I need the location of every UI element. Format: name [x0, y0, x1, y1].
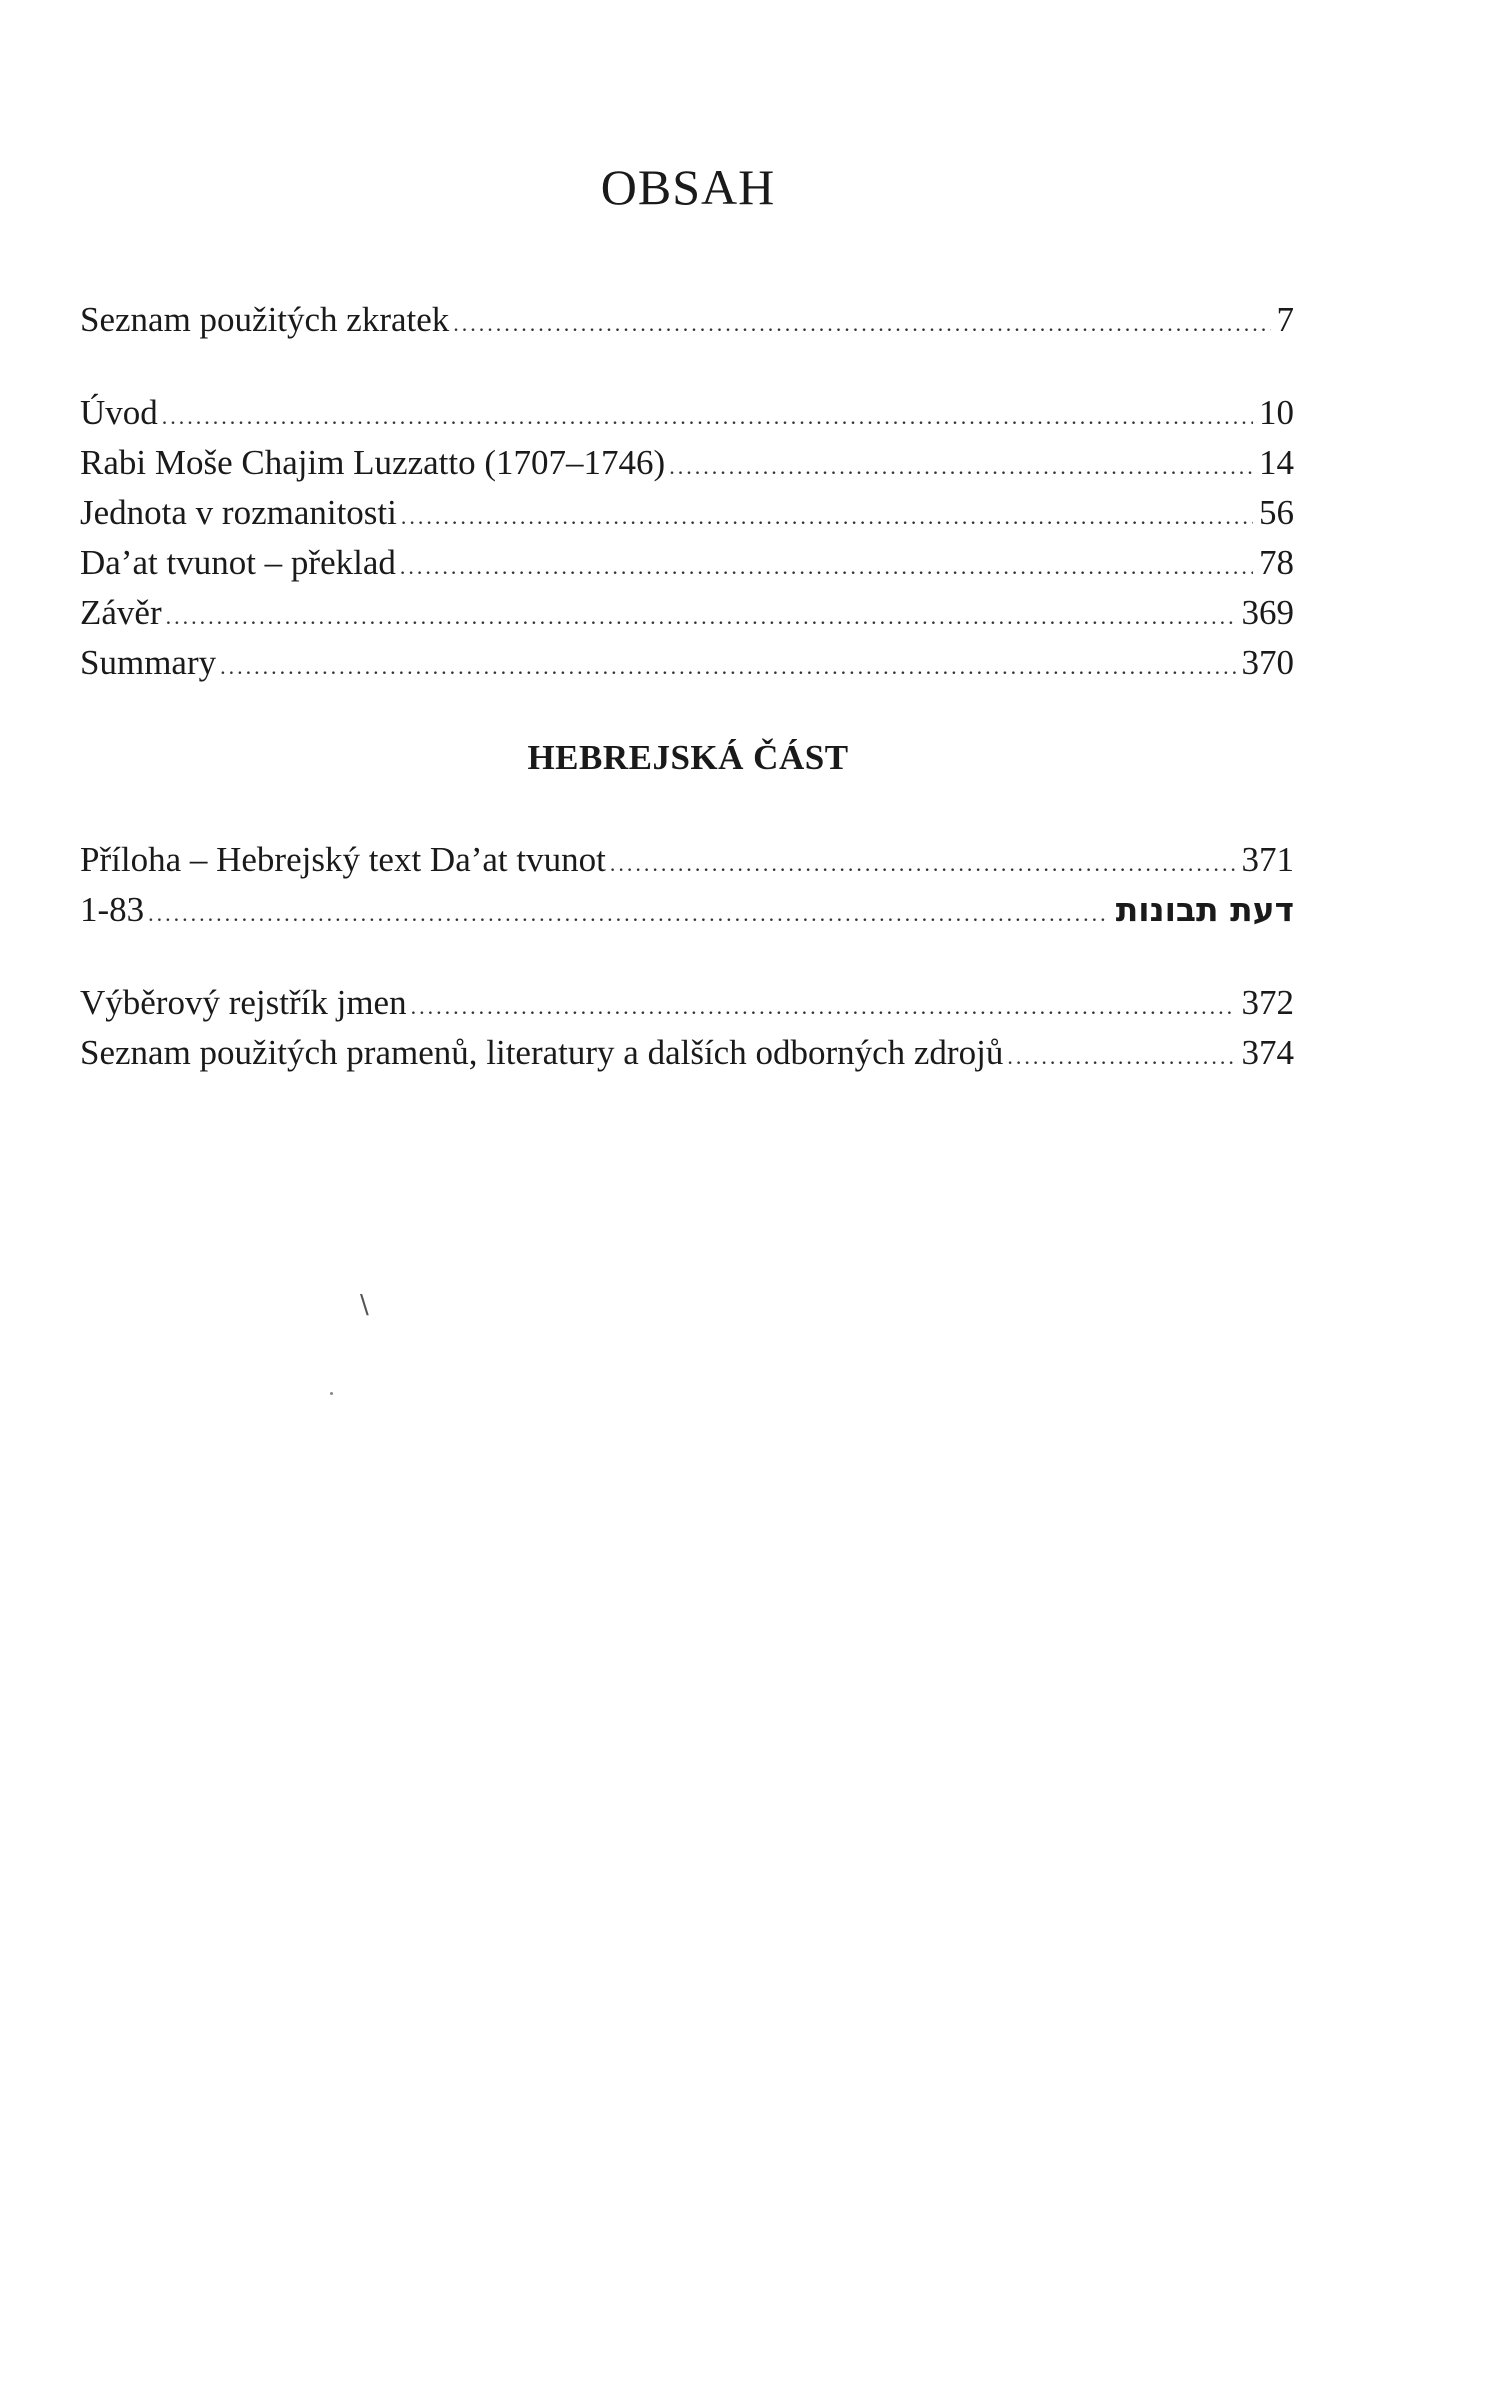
toc-entry-page: 374 — [1241, 1033, 1294, 1072]
toc-leader-dots — [610, 839, 1236, 889]
toc-entry — [80, 388, 1294, 438]
toc-leader-dots — [220, 642, 1235, 692]
toc-entry-label: Výběrový rejstřík jmen — [80, 983, 407, 1022]
toc-entry-label: Da’at tvunot – překlad — [80, 543, 396, 582]
toc-entry-label: Seznam použitých zkratek — [80, 300, 450, 339]
toc-entry — [80, 438, 1294, 488]
toc-leader-dots — [166, 592, 1236, 642]
toc-entry — [80, 638, 1294, 688]
toc-leader-dots — [148, 889, 1110, 939]
toc-entry — [80, 1028, 1294, 1078]
toc-group-main — [80, 388, 1294, 688]
toc-leader-dots — [401, 492, 1253, 542]
toc-entry-label: Závěr — [80, 593, 162, 632]
toc-entry-page: 10 — [1259, 393, 1294, 432]
toc-group-appendix — [80, 978, 1294, 1078]
toc-entry — [80, 588, 1294, 638]
toc-leader-dots — [1007, 1032, 1235, 1082]
toc-entry-label: 1-83 — [80, 890, 145, 929]
toc-entry — [80, 978, 1294, 1028]
toc-entry-page: 370 — [1241, 643, 1294, 682]
toc-entry-label: Summary — [80, 643, 217, 682]
toc-entry-page: 56 — [1259, 493, 1294, 532]
toc-entry-label: Jednota v rozmanitosti — [80, 493, 397, 532]
toc-group-abbreviations — [80, 295, 1294, 345]
toc-entry — [80, 885, 1294, 935]
section-heading-hebrew-part: HEBREJSKÁ ČÁST — [527, 738, 849, 777]
toc-entry — [80, 835, 1294, 885]
toc-leader-dots — [162, 392, 1253, 442]
toc-entry-page: 7 — [1276, 300, 1294, 339]
toc-entry-label: Rabi Moše Chajim Luzzatto (1707–1746) — [80, 443, 666, 482]
toc-entry — [80, 538, 1294, 588]
stray-dot — [330, 1392, 333, 1395]
toc-entry-label: Příloha – Hebrejský text Da’at tvunot — [80, 840, 606, 879]
toc-leader-dots — [411, 982, 1236, 1032]
toc-entry-page: 371 — [1241, 840, 1294, 879]
stray-mark: \ — [360, 1290, 369, 1320]
toc-entry-page: דעת תבונות — [1115, 890, 1294, 929]
toc-entry — [80, 488, 1294, 538]
toc-leader-dots — [669, 442, 1253, 492]
toc-entry-label: Seznam použitých pramenů, literatury a dalších odborných zdrojů — [80, 1033, 1004, 1072]
toc-group-hebrew — [80, 835, 1294, 935]
toc-entry-page: 369 — [1241, 593, 1294, 632]
toc-entry-label: Úvod — [80, 393, 158, 432]
page-title: OBSAH — [600, 159, 776, 215]
toc-entry-page: 372 — [1241, 983, 1294, 1022]
toc-entry-page: 14 — [1259, 443, 1294, 482]
toc-entry-page: 78 — [1259, 543, 1294, 582]
toc-leader-dots — [453, 299, 1270, 349]
toc-entry — [80, 295, 1294, 345]
toc-leader-dots — [400, 542, 1253, 592]
